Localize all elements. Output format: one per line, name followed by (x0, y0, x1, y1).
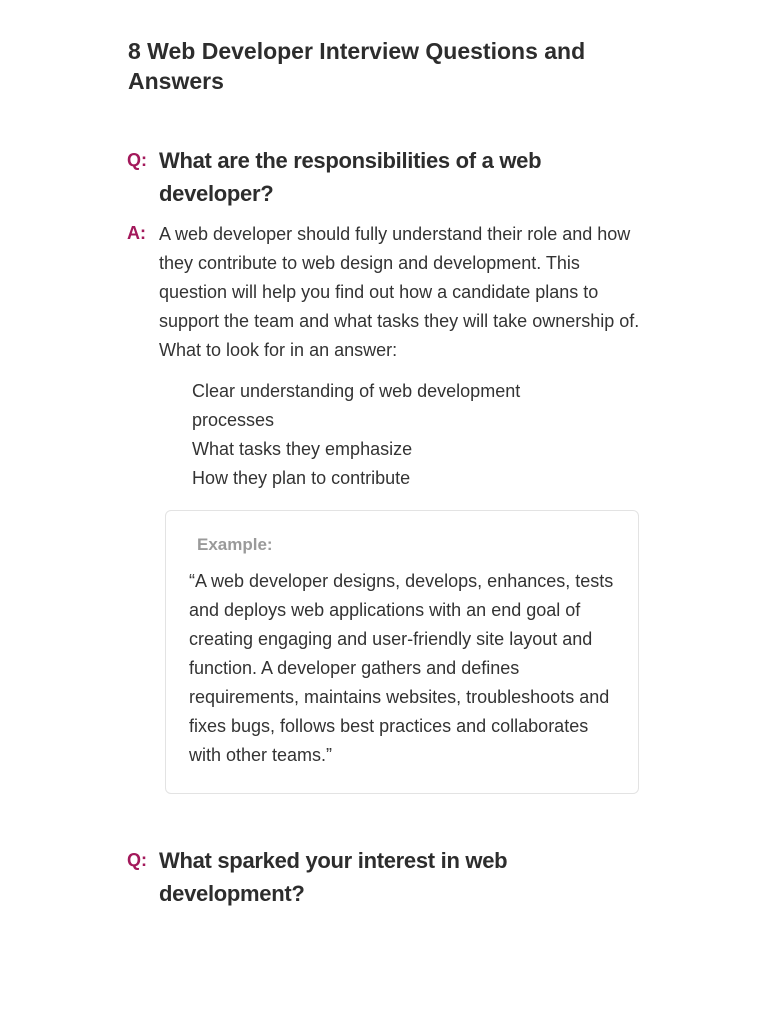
example-box (165, 510, 639, 794)
list-item: What tasks they emphasize (192, 439, 413, 459)
question-1-text: What are the responsibilities of a web developer? (159, 148, 542, 206)
answer-1-text: A web developer should fully understand their role and how they contribute to web design and development. This question will help you find out how a candidate plans to support the team and what tasks they will take ownership of. What to look for in an answer: (159, 224, 640, 360)
list-item: How they plan to contribute (192, 468, 411, 488)
question-label: Q: (127, 850, 147, 870)
question-2-text: What sparked your interest in web development? (159, 848, 508, 906)
list-item: Clear understanding of web development processes (192, 381, 521, 430)
page-title: 8 Web Developer Interview Questions and Answers (128, 38, 586, 94)
look-for-list (192, 377, 592, 493)
answer-label: A: (127, 223, 146, 243)
example-label: Example: (197, 535, 273, 554)
example-quote: “A web developer designs, develops, enhances, tests and deploys web applications with an end goal of creating engaging and user-friendly site layout and function. A developer gathers and defines requirements, maintains websites, troubleshoots and fixes bugs, follows best practices and collaborates with other teams.” (189, 571, 614, 765)
question-label: Q: (127, 150, 147, 170)
